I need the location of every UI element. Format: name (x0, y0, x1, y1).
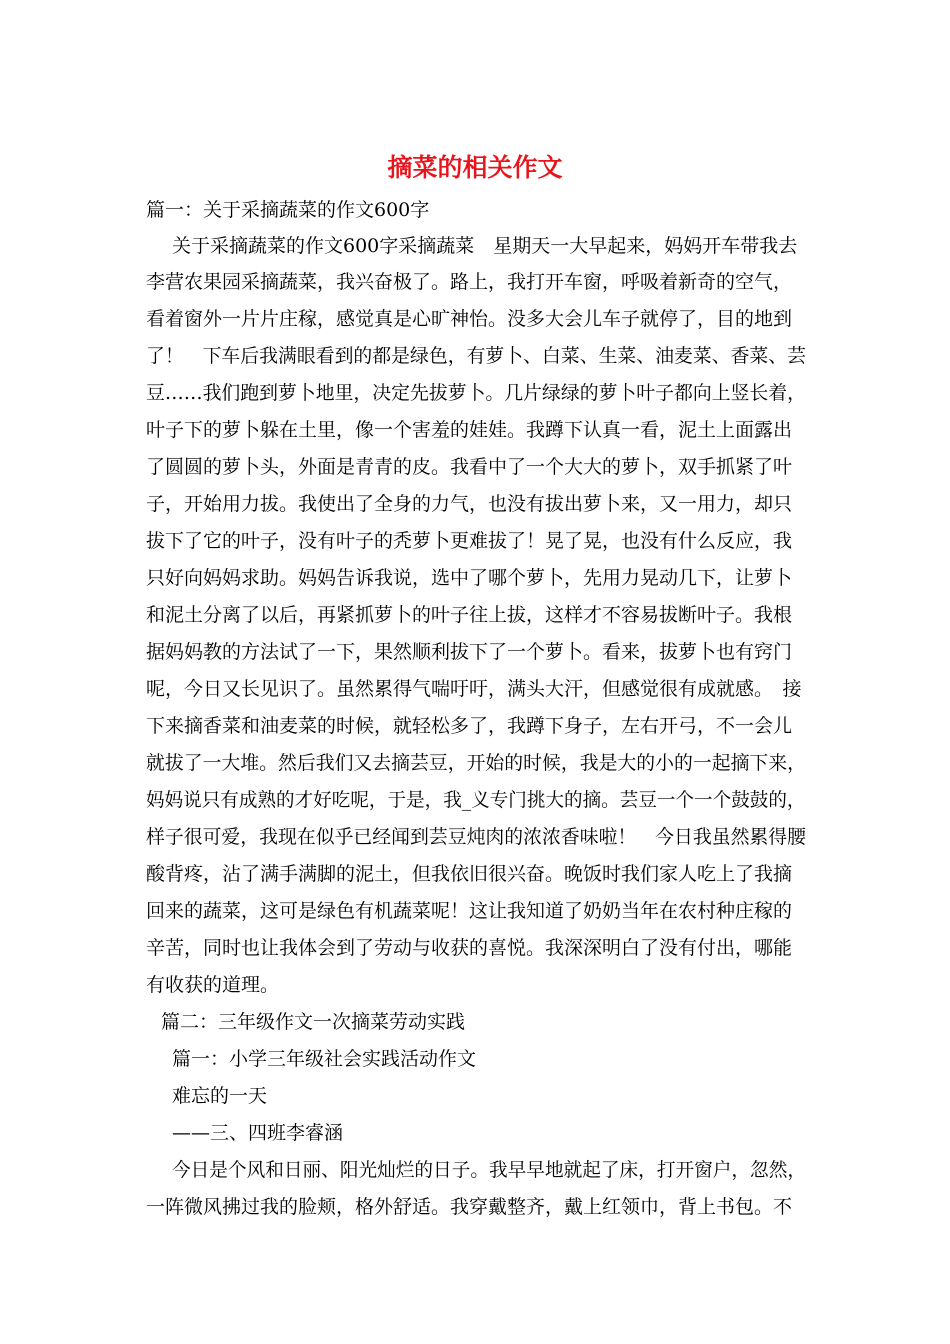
body-line: 叶子下的萝卜躲在土里，像一个害羞的娃娃。我蹲下认真一看，泥土上面露出 (146, 419, 793, 441)
body-line: 据妈妈教的方法试了一下，果然顺利拔下了一个萝卜。看来，拔萝卜也有窍门 (146, 641, 793, 663)
sub-heading: 篇一：小学三年级社会实践活动作文 (172, 1048, 477, 1070)
body-line: 妈妈说只有成熟的才好吃呢，于是，我_义专门挑大的摘。芸豆一个一个鼓鼓的， (146, 789, 806, 811)
essay-author: ——三、四班李睿涵 (172, 1122, 344, 1144)
body-line: 酸背疼，沾了满手满脚的泥土，但我依旧很兴奋。晚饭时我们家人吃上了我摘 (146, 863, 793, 885)
body-line: 一阵微风拂过我的脸颊，格外舒适。我穿戴整齐，戴上红领巾，背上书包。不 (146, 1196, 793, 1218)
body-line: 呢，今日又长见识了。虽然累得气喘吁吁，满头大汗，但感觉很有成就感。 接 (146, 678, 802, 700)
body-line: 回来的蔬菜，这可是绿色有机蔬菜呢！这让我知道了奶奶当年在农村种庄稼的 (146, 900, 793, 922)
body-line: 子，开始用力拔。我使出了全身的力气，也没有拔出萝卜来，又一用力，却只 (146, 493, 793, 515)
body-line: 李营农果园采摘蔬菜，我兴奋极了。路上，我打开车窗，呼吸着新奇的空气， (146, 271, 793, 293)
document-title: 摘菜的相关作文 (387, 153, 563, 182)
body-line: 豆……我们跑到萝卜地里，决定先拔萝卜。几片绿绿的萝卜叶子都向上竖长着， (146, 382, 807, 404)
body-line: 辛苦，同时也让我体会到了劳动与收获的喜悦。我深深明白了没有付出，哪能 (146, 937, 793, 959)
body-line: 了！ 下车后我满眼看到的都是绿色，有萝卜、白菜、生菜、油麦菜、香菜、芸 (146, 345, 807, 367)
section-heading: 篇二：三年级作文一次摘菜劳动实践 (161, 1011, 466, 1033)
body-line: 关于采摘蔬菜的作文600字采摘蔬菜 星期天一大早起来，妈妈开车带我去 (172, 235, 798, 257)
body-line: 就拔了一大堆。然后我们又去摘芸豆，开始的时候，我是大的小的一起摘下来， (146, 752, 807, 774)
body-line: 拔下了它的叶子，没有叶子的秃萝卜更难拔了！晃了晃，也没有什么反应，我 (146, 530, 793, 552)
essay-title: 难忘的一天 (172, 1085, 268, 1107)
body-line: 看着窗外一片片庄稼，感觉真是心旷神怡。没多大会儿车子就停了，目的地到 (146, 308, 793, 330)
section-heading: 篇一：关于采摘蔬菜的作文600字 (146, 199, 430, 221)
body-line: 今日是个风和日丽、阳光灿烂的日子。我早早地就起了床，打开窗户，忽然， (172, 1159, 807, 1181)
body-line: 只好向妈妈求助。妈妈告诉我说，选中了哪个萝卜，先用力晃动几下，让萝卜 (146, 567, 793, 589)
body-line: 下来摘香菜和油麦菜的时候，就轻松多了，我蹲下身子，左右开弓，不一会儿 (146, 715, 793, 737)
body-line: 和泥土分离了以后，再紧抓萝卜的叶子往上拔，这样才不容易拔断叶子。我根 (146, 604, 793, 626)
body-line: 样子很可爱，我现在似乎已经闻到芸豆炖肉的浓浓香味啦！ 今日我虽然累得腰 (146, 826, 807, 848)
body-line: 了圆圆的萝卜头，外面是青青的皮。我看中了一个大大的萝卜，双手抓紧了叶 (146, 456, 793, 478)
body-line: 有收获的道理。 (146, 974, 280, 996)
